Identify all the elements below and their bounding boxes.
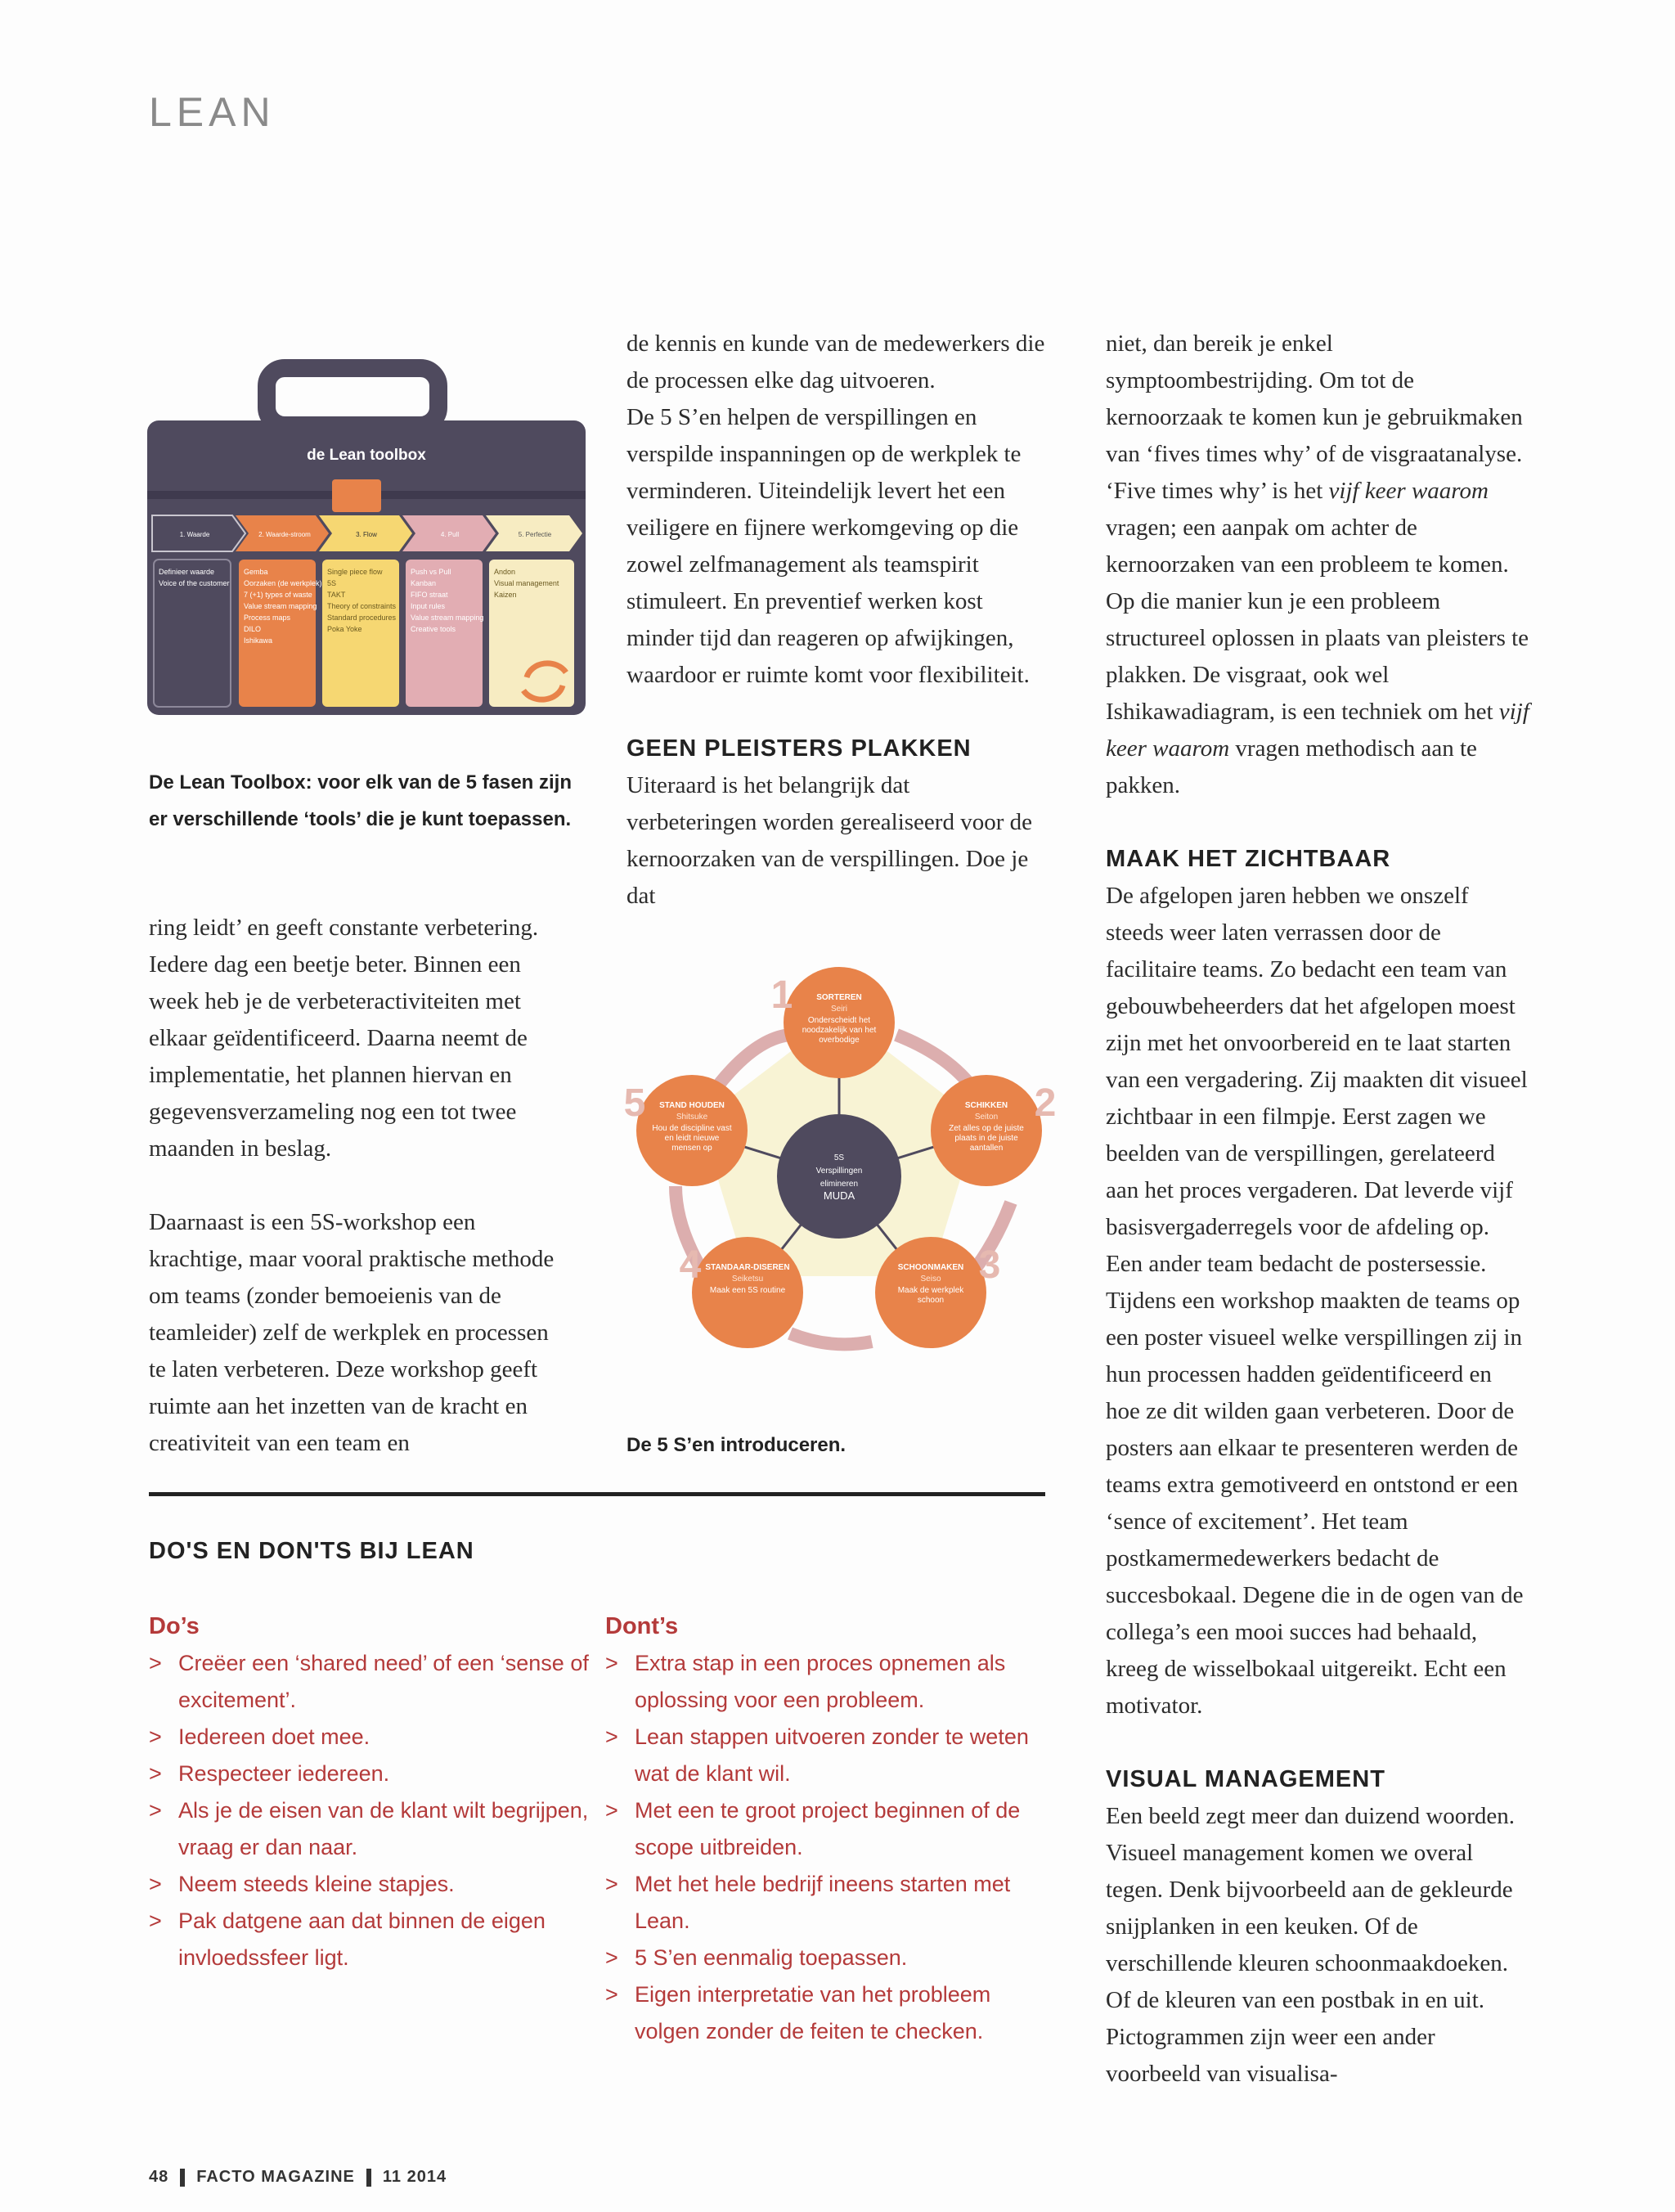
emphasis-vijf-keer-waarom: vijf keer waarom [1328, 478, 1489, 504]
col2-paragraph-2: De 5 S’en helpen de verspillingen en verspilde inspanningen op de werkplek te verminderen. Uiteindelijk levert het een veiligere en fijnere werkomgeving op die zowel zelfmanagement als teamspirit stimuleert. En preventief werken kost minder tijd dan reageren op afwijkingen, waardoor er ruimte komt voor flexibiliteit. [626, 404, 1030, 688]
five-s-number: 3 [978, 1243, 1001, 1287]
five-s-node-title: STANDAAR-DISEREN [705, 1263, 790, 1272]
toolbox-caption: De Lean Toolbox: voor elk van de 5 fasen zijn er verschillende ‘tools’ die je kunt toepassen. [149, 771, 573, 830]
donts-column [605, 1608, 1047, 2050]
five-s-center-label: Verspillingen [815, 1167, 863, 1176]
five-s-node-title: SCHIKKEN [964, 1101, 1008, 1110]
toolbox-tool-label: FIFO straat [411, 591, 448, 599]
five-s-node-text: Zet alles op de juiste plaats in de juiste aantallen [949, 1124, 1024, 1153]
list-item: > Respecteer iedereen. [149, 1756, 591, 1792]
toolbox-tool-label: Visual management [494, 579, 559, 587]
five-s-node-text: Maak een 5S routine [709, 1286, 786, 1295]
toolbox-tool-label: 5S [327, 579, 337, 587]
lean-toolbox-figure [144, 360, 589, 720]
five-s-number: 1 [770, 973, 793, 1017]
toolbox-phases [152, 515, 582, 551]
col3-paragraph-1: niet, dan bereik je enkel symptoombestrijding. Om tot de kernoorzaak te komen kun je gebruikmaken van ‘fives times why’ of de visgraatanalyse. ‘Five times why’ is het vijf keer waarom vragen; een aanpak om achter de kernoorzaken van een probleem te komen. Op die manier kun je een probleem structureel oplossen in plaats van pleisters te plakken. De visgraat, ook wel Ishikawadiagram, is een techniek om het vijf keer waarom vragen methodisch aan te pakken. [1106, 330, 1529, 798]
five-s-number: 4 [679, 1243, 702, 1287]
toolbox-tool-label: Value stream mapping [411, 614, 484, 622]
toolbox-tool-label: Push vs Pull [411, 568, 451, 576]
five-s-node-japanese: Seiketsu [731, 1275, 764, 1284]
emphasis-vijf-keer-waarom: vijf keer waarom [1106, 699, 1529, 762]
five-s-node-title: SORTEREN [816, 993, 862, 1002]
toolbox-tool-label: Kanban [411, 579, 437, 587]
footer-separator [180, 2169, 185, 2187]
five-s-caption: De 5 S’en introduceren. [626, 1434, 846, 1456]
page-number: 48 [149, 2168, 169, 2186]
phase-label: 4. Pull [440, 531, 460, 538]
five-s-node-text: Hou de discipline vast en leidt nieuwe mensen op [652, 1124, 732, 1153]
list-item: > Neem steeds kleine stapjes. [149, 1866, 591, 1903]
toolbox-tool-label: Oorzaken (de werkplek) [244, 579, 322, 587]
toolbox-tool-label: Creative tools [411, 625, 456, 633]
toolbox-tool-label: Ishikawa [244, 636, 273, 645]
phase-label: 1. Waarde [179, 531, 210, 538]
five-s-number: 5 [623, 1081, 646, 1125]
toolbox-tool-label: Value stream mapping [244, 602, 317, 610]
column-2 [626, 326, 1045, 915]
five-s-node-japanese: Shitsuke [676, 1113, 708, 1122]
col2-paragraph-1: de kennis en kunde van de medewerkers die de processen elke dag uitvoeren. [626, 330, 1045, 393]
phase-label: 2. Waarde-stroom [258, 531, 311, 538]
toolbox-tool-label: Andon [494, 568, 516, 576]
list-item: > Extra stap in een proces opnemen als oplossing voor een probleem. [605, 1645, 1047, 1719]
five-s-center-label: MUDA [823, 1189, 855, 1202]
toolbox-tool-label: TAKT [327, 591, 346, 599]
section-tag: LEAN [149, 89, 276, 135]
toolbox-tool-label: Kaizen [494, 591, 517, 599]
list-item: > Iedereen doet mee. [149, 1719, 591, 1756]
list-item: > Met het hele bedrijf ineens starten met Lean. [605, 1866, 1047, 1940]
phase-label: 5. Perfectie [518, 531, 552, 538]
footer-separator [366, 2169, 371, 2187]
column-1 [149, 910, 568, 1462]
toolbox-title: de Lean toolbox [307, 447, 426, 464]
list-item: > Pak datgene aan dat binnen de eigen invloedssfeer ligt. [149, 1903, 591, 1976]
five-s-number: 2 [1034, 1081, 1057, 1125]
dos-heading: Do’s [149, 1613, 200, 1639]
list-item: > Lean stappen uitvoeren zonder te weten wat de klant wil. [605, 1719, 1047, 1792]
list-item: > Creëer een ‘shared need’ of een ‘sense of excitement’. [149, 1645, 591, 1719]
dos-donts-rule [149, 1492, 1045, 1496]
five-s-diagram [623, 957, 1057, 1382]
page-footer [149, 2168, 447, 2187]
magazine-name: FACTO MAGAZINE [196, 2168, 355, 2186]
column-3 [1106, 326, 1529, 2093]
col2-paragraph-3: Uiteraard is het belangrijk dat verbeteringen worden gerealiseerd voor de kernoorzaken van de verspillingen. Doe je dat [626, 772, 1032, 909]
five-s-node-title: STAND HOUDEN [659, 1101, 725, 1110]
toolbox-tool-label: Gemba [244, 568, 268, 576]
five-s-node-japanese: Seiso [920, 1275, 941, 1284]
five-s-center-label: elimineren [820, 1180, 859, 1189]
list-item: > Eigen interpretatie van het probleem volgen zonder de feiten te checken. [605, 1976, 1047, 2050]
five-s-node-title: SCHOONMAKEN [897, 1263, 964, 1272]
donts-list [605, 1645, 1047, 2050]
dos-column [149, 1608, 591, 1976]
toolbox-tool-label: Standard procedures [327, 614, 397, 622]
toolbox-tool-label: Poka Yoke [327, 625, 362, 633]
toolbox-tool-label: Voice of the customer [159, 579, 230, 587]
five-s-node-text: Onderscheidt het noodzakelijk van het overbodige [802, 1016, 877, 1045]
toolbox-tool-label: Process maps [244, 614, 291, 622]
phase-label: 3. Flow [356, 531, 377, 538]
list-item: > 5 S’en eenmalig toepassen. [605, 1940, 1047, 1976]
toolbox-tool-label: 7 (+1) types of waste [244, 591, 312, 599]
heading-geen-pleisters: GEEN PLEISTERS PLAKKEN [626, 735, 972, 762]
toolbox-tool-label: Definieer waarde [159, 568, 215, 576]
toolbox-tool-label: Theory of constraints [327, 602, 397, 610]
col3-paragraph-2: De afgelopen jaren hebben we onszelf steeds weer laten verrassen door de facilitaire teams. Zo bedacht een team van gebouwbeheerders dat het afgelopen moest zijn met het onvoorbereid en te laat starten van een vergadering. Zij maakten dit visueel zichtbaar in een filmpje. Eerst zagen we beelden van de verspillingen, gerelateerd aan het proces vergaderen. Dat leverde vijf basisvergaderregels voor de afdeling op. Een ander team bedacht de postersessie. Tijdens een workshop maakten de teams op een poster visueel welke verspillingen zij in hun processen hadden geïdentificeerd en hoe ze dit wilden gaan verbeteren. Door de posters aan elkaar te presenteren werden de teams extra gemotiveerd en ontstond er een ‘sence of excitement’. Het team postkamermedewerkers bedacht de succesbokaal. Degene die in de ogen van de collega’s een mooi succes had behaald, kreeg de wisselbokaal uitgereikt. Echt een motivator. [1106, 883, 1528, 1719]
list-item: > Als je de eisen van de klant wilt begrijpen, vraag er dan naar. [149, 1792, 591, 1866]
toolbox-tool-label: Single piece flow [327, 568, 383, 576]
five-s-center-label: 5S [833, 1153, 845, 1162]
toolbox-tool-label: DILO [244, 625, 262, 633]
five-s-node-japanese: Seiton [974, 1113, 999, 1122]
list-item: > Met een te groot project beginnen of de scope uitbreiden. [605, 1792, 1047, 1866]
heading-maak-het-zichtbaar: MAAK HET ZICHTBAAR [1106, 846, 1391, 872]
donts-heading: Dont’s [605, 1613, 679, 1639]
dos-list [149, 1645, 591, 1976]
five-s-center [777, 1114, 901, 1239]
col1-paragraph-2: Daarnaast is een 5S-workshop een krachtige, maar vooral praktische methode om teams (zonder bemoeienis van de teamleider) zelf de werkplek en processen te laten verbeteren. Deze workshop geeft ruimte aan het inzetten van de kracht en creativiteit van een team en [149, 1209, 555, 1456]
col1-paragraph-1: ring leidt’ en geeft constante verbetering. Iedere dag een beetje beter. Binnen een week heb je de verbeteractiviteiten met elkaar geïdentificeerd. Daarna neemt de implementatie, het plannen hiervan en gegevensverzameling nog een tot twee maanden in beslag. [149, 915, 539, 1162]
toolbox-tool-label: Input rules [411, 602, 446, 610]
dos-donts-title: DO'S EN DON'TS BIJ LEAN [149, 1538, 474, 1564]
heading-visual-management: VISUAL MANAGEMENT [1106, 1766, 1385, 1792]
issue-number: 11 2014 [382, 2168, 447, 2186]
five-s-node-japanese: Seiri [830, 1005, 848, 1014]
col3-paragraph-3: Een beeld zegt meer dan duizend woorden. Visueel management komen we overal tegen. Denk bijvoorbeeld aan de gekleurde snijplanken in een keuken. Of de verschillende kleuren schoonmaakdoeken. Of de kleuren van een postbak in en uit. Pictogrammen zijn weer een ander voorbeeld van visualisa- [1106, 1803, 1516, 2087]
five-s-node-text: Maak de werkplek schoon [897, 1286, 964, 1305]
